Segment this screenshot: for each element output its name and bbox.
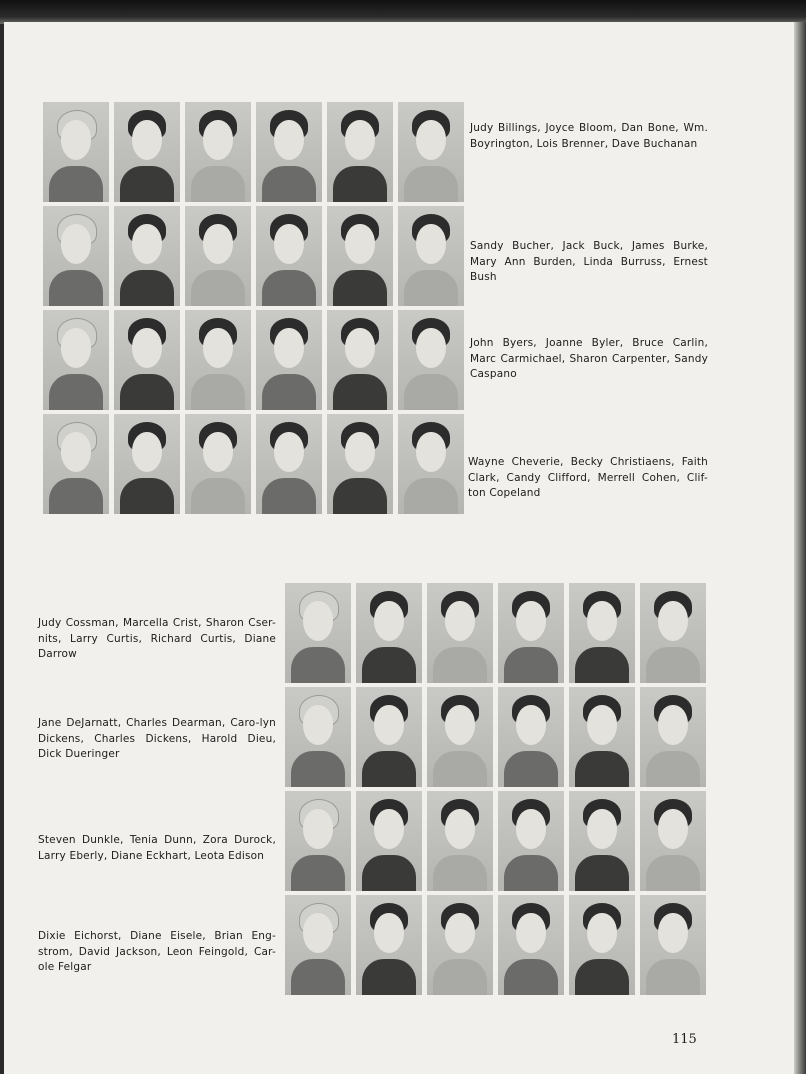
portrait-face xyxy=(445,705,475,745)
student-portrait xyxy=(640,583,706,683)
portrait-face xyxy=(303,913,333,953)
student-portrait xyxy=(356,687,422,787)
portrait-face xyxy=(345,224,375,264)
portrait-shoulders xyxy=(120,166,174,202)
portrait-shoulders xyxy=(291,959,345,995)
yearbook-page xyxy=(4,22,794,1074)
portrait-shoulders xyxy=(262,374,316,410)
portrait-shoulders xyxy=(49,270,103,306)
student-portrait xyxy=(256,414,322,514)
student-portrait xyxy=(398,206,464,306)
portrait-face xyxy=(61,224,91,264)
student-portrait xyxy=(356,791,422,891)
student-portrait xyxy=(285,791,351,891)
portrait-shoulders xyxy=(191,374,245,410)
student-portrait xyxy=(569,687,635,787)
student-portrait xyxy=(185,310,251,410)
student-portrait xyxy=(398,414,464,514)
portrait-shoulders xyxy=(433,647,487,683)
student-portrait xyxy=(114,102,180,202)
portrait-face xyxy=(587,705,617,745)
student-portrait xyxy=(569,791,635,891)
book-spine-edge xyxy=(794,22,806,1074)
student-portrait xyxy=(185,206,251,306)
student-portrait xyxy=(285,583,351,683)
portrait-face xyxy=(61,120,91,160)
portrait-face xyxy=(132,224,162,264)
student-portrait xyxy=(498,583,564,683)
portrait-face xyxy=(516,601,546,641)
student-portrait xyxy=(427,791,493,891)
student-portrait xyxy=(285,687,351,787)
portrait-face xyxy=(445,913,475,953)
student-portrait xyxy=(427,687,493,787)
portrait-face xyxy=(203,328,233,368)
portrait-shoulders xyxy=(120,374,174,410)
student-portrait xyxy=(285,895,351,995)
portrait-face xyxy=(274,328,304,368)
portrait-shoulders xyxy=(504,959,558,995)
portrait-face xyxy=(303,705,333,745)
student-portrait xyxy=(185,102,251,202)
student-portrait xyxy=(43,414,109,514)
portrait-shoulders xyxy=(291,647,345,683)
portrait-face xyxy=(587,601,617,641)
portrait-shoulders xyxy=(49,374,103,410)
portrait-shoulders xyxy=(333,270,387,306)
student-portrait xyxy=(114,310,180,410)
portrait-shoulders xyxy=(262,166,316,202)
page-number: 115 xyxy=(672,1032,697,1047)
student-portrait xyxy=(427,583,493,683)
portrait-face xyxy=(416,328,446,368)
portrait-face xyxy=(416,224,446,264)
student-portrait xyxy=(43,102,109,202)
caption-row-2: Sandy Bucher, Jack Buck, James Burke, Mary Ann Burden, Linda Burruss, Ernest Bush xyxy=(470,240,708,283)
portrait-shoulders xyxy=(404,374,458,410)
portrait-face xyxy=(274,120,304,160)
portrait-shoulders xyxy=(404,166,458,202)
portrait-face xyxy=(203,432,233,472)
portrait-face xyxy=(203,224,233,264)
caption-row-7: Steven Dunkle, Tenia Dunn, Zora Durock, Larry Eberly, Diane Eckhart, Leota Edison xyxy=(38,834,276,862)
caption-row-1: Judy Billings, Joyce Bloom, Dan Bone, Wm. Boyrington, Lois Brenner, Dave Buchanan xyxy=(470,122,708,150)
portrait-face xyxy=(274,224,304,264)
portrait-shoulders xyxy=(646,855,700,891)
student-portrait xyxy=(427,895,493,995)
student-portrait xyxy=(640,895,706,995)
portrait-shoulders xyxy=(646,959,700,995)
student-portrait xyxy=(398,310,464,410)
portrait-grid-bottom xyxy=(285,583,706,995)
student-portrait xyxy=(398,102,464,202)
student-portrait xyxy=(327,206,393,306)
student-portrait xyxy=(356,583,422,683)
portrait-shoulders xyxy=(262,270,316,306)
portrait-face xyxy=(374,601,404,641)
portrait-face xyxy=(132,120,162,160)
student-portrait xyxy=(327,102,393,202)
student-portrait xyxy=(114,206,180,306)
student-portrait xyxy=(43,310,109,410)
student-portrait xyxy=(640,791,706,891)
book-top-edge xyxy=(0,0,806,24)
student-portrait xyxy=(640,687,706,787)
portrait-face xyxy=(445,809,475,849)
portrait-shoulders xyxy=(404,478,458,514)
caption-row-4: Wayne Cheverie, Becky Christiaens, Faith Clark, Candy Clifford, Merrell Cohen, Clif-ton Copeland xyxy=(468,456,708,499)
portrait-shoulders xyxy=(262,478,316,514)
portrait-shoulders xyxy=(333,374,387,410)
portrait-face xyxy=(345,328,375,368)
portrait-shoulders xyxy=(646,751,700,787)
portrait-shoulders xyxy=(646,647,700,683)
portrait-shoulders xyxy=(575,751,629,787)
portrait-face xyxy=(516,913,546,953)
portrait-shoulders xyxy=(504,751,558,787)
portrait-shoulders xyxy=(291,751,345,787)
portrait-face xyxy=(374,809,404,849)
portrait-shoulders xyxy=(333,166,387,202)
student-portrait xyxy=(43,206,109,306)
student-portrait xyxy=(498,687,564,787)
portrait-shoulders xyxy=(191,270,245,306)
portrait-face xyxy=(658,809,688,849)
portrait-shoulders xyxy=(291,855,345,891)
portrait-face xyxy=(587,809,617,849)
portrait-shoulders xyxy=(504,647,558,683)
caption-row-8: Dixie Eichorst, Diane Eisele, Brian Eng-strom, David Jackson, Leon Feingold, Car-ole Felgar xyxy=(38,930,276,973)
caption-row-5: Judy Cossman, Marcella Crist, Sharon Cser-nits, Larry Curtis, Richard Curtis, Diane Darrow xyxy=(38,617,276,660)
portrait-face xyxy=(303,809,333,849)
portrait-shoulders xyxy=(120,270,174,306)
student-portrait xyxy=(569,583,635,683)
student-portrait xyxy=(327,310,393,410)
portrait-face xyxy=(658,913,688,953)
portrait-shoulders xyxy=(333,478,387,514)
student-portrait xyxy=(185,414,251,514)
student-portrait xyxy=(256,102,322,202)
portrait-face xyxy=(516,809,546,849)
student-portrait xyxy=(356,895,422,995)
portrait-face xyxy=(416,120,446,160)
student-portrait xyxy=(256,206,322,306)
portrait-face xyxy=(516,705,546,745)
portrait-shoulders xyxy=(191,166,245,202)
caption-row-6: Jane DeJarnatt, Charles Dearman, Caro-lyn Dickens, Charles Dickens, Harold Dieu, Dick Dueringer xyxy=(38,717,276,760)
student-portrait xyxy=(327,414,393,514)
portrait-face xyxy=(658,705,688,745)
portrait-shoulders xyxy=(49,166,103,202)
portrait-face xyxy=(203,120,233,160)
student-portrait xyxy=(114,414,180,514)
portrait-face xyxy=(345,432,375,472)
portrait-face xyxy=(303,601,333,641)
portrait-shoulders xyxy=(575,647,629,683)
student-portrait xyxy=(256,310,322,410)
portrait-shoulders xyxy=(433,855,487,891)
portrait-shoulders xyxy=(362,855,416,891)
caption-row-3: John Byers, Joanne Byler, Bruce Carlin, Marc Carmichael, Sharon Carpenter, Sandy Caspano xyxy=(470,337,708,380)
portrait-shoulders xyxy=(191,478,245,514)
portrait-shoulders xyxy=(404,270,458,306)
portrait-face xyxy=(445,601,475,641)
portrait-face xyxy=(416,432,446,472)
portrait-shoulders xyxy=(362,647,416,683)
portrait-grid-top xyxy=(43,102,464,514)
portrait-face xyxy=(274,432,304,472)
portrait-face xyxy=(61,432,91,472)
portrait-shoulders xyxy=(433,751,487,787)
portrait-shoulders xyxy=(49,478,103,514)
portrait-face xyxy=(61,328,91,368)
portrait-face xyxy=(587,913,617,953)
student-portrait xyxy=(498,791,564,891)
portrait-shoulders xyxy=(433,959,487,995)
student-portrait xyxy=(569,895,635,995)
portrait-shoulders xyxy=(504,855,558,891)
portrait-face xyxy=(132,328,162,368)
portrait-face xyxy=(345,120,375,160)
portrait-shoulders xyxy=(120,478,174,514)
portrait-face xyxy=(374,705,404,745)
portrait-shoulders xyxy=(362,959,416,995)
portrait-shoulders xyxy=(362,751,416,787)
student-portrait xyxy=(498,895,564,995)
portrait-shoulders xyxy=(575,959,629,995)
portrait-face xyxy=(658,601,688,641)
portrait-face xyxy=(374,913,404,953)
portrait-face xyxy=(132,432,162,472)
portrait-shoulders xyxy=(575,855,629,891)
